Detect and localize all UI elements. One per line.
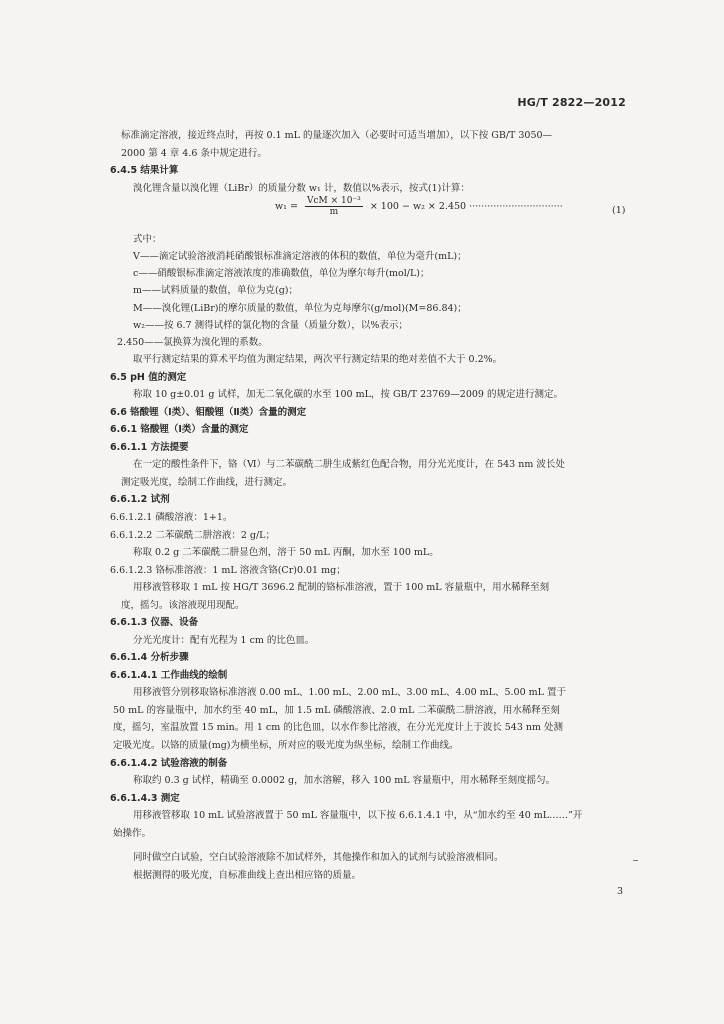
section-heading: 6.6.1.4.1 工作曲线的绘制 bbox=[110, 670, 228, 681]
body-line: 6.6.1.2.2 二苯碳酰二肼溶液：2 g/L； bbox=[110, 530, 275, 541]
formula-rhs: × 100 − w₂ × 2.450 ······························· bbox=[369, 201, 563, 212]
variable-definition: M——溴化锂(LiBr)的摩尔质量的数值，单位为克每摩尔(g/mol)(M=86.84)； bbox=[133, 303, 467, 314]
formula-fraction bbox=[305, 196, 363, 217]
body-line: 2000 第 4 章 4.6 条中规定进行。 bbox=[121, 148, 267, 159]
section-heading: 6.6.1.2 试剂 bbox=[110, 494, 170, 505]
section-heading: 6.6.1.3 仪器、设备 bbox=[110, 617, 199, 628]
section-heading: 6.6.1.1 方法提要 bbox=[110, 442, 189, 453]
formula-1 bbox=[275, 196, 563, 217]
body-line: 6.6.1.2.1 磷酸溶液：1+1。 bbox=[110, 512, 233, 523]
section-heading: 6.6.1 铬酸锂（Ⅰ类）含量的测定 bbox=[110, 424, 249, 435]
body-line: 用移液管移取 10 mL 试验溶液置于 50 mL 容量瓶中，以下按 6.6.1.4.1 中，从“加水约至 40 mL……”开 bbox=[133, 810, 583, 821]
standard-number: HG/T 2822—2012 bbox=[517, 96, 626, 109]
body-line: 用移液管移取 1 mL 按 HG/T 3696.2 配制的铬标准溶液，置于 100 mL 容量瓶中，用水稀释至刻 bbox=[133, 582, 550, 593]
body-line: 测定吸光度，绘制工作曲线，进行测定。 bbox=[121, 477, 293, 488]
body-line: 取平行测定结果的算术平均值为测定结果，两次平行测定结果的绝对差值不大于 0.2%。 bbox=[133, 354, 503, 365]
formula-lhs: w₁ = bbox=[275, 201, 298, 212]
scan-mark bbox=[633, 860, 638, 861]
body-line: 50 mL 的容量瓶中，加水约至 40 mL，加 1.5 mL 磷酸溶液、2.0 mL 二苯碳酰二肼溶液，用水稀释至刻 bbox=[113, 705, 560, 716]
formula-denominator: m bbox=[329, 207, 339, 217]
body-line: 标准滴定溶液，接近终点时，再按 0.1 mL 的量逐次加入（必要时可适当增加），以下按 GB/T 3050— bbox=[121, 130, 553, 141]
section-heading: 6.6.1.4.3 测定 bbox=[110, 793, 180, 804]
page-number: 3 bbox=[617, 886, 624, 897]
section-heading: 6.6.1.4 分析步骤 bbox=[110, 652, 189, 663]
body-line: 分光光度计：配有光程为 1 cm 的比色皿。 bbox=[133, 635, 315, 646]
body-line: 同时做空白试验，空白试验溶液除不加试样外，其他操作和加入的试剂与试验溶液相同。 bbox=[133, 852, 504, 863]
body-line: 根据测得的吸光度，自标准曲线上查出相应铬的质量。 bbox=[133, 870, 362, 881]
body-line: 始操作。 bbox=[113, 828, 152, 839]
section-heading: 6.6 铬酸锂（Ⅰ类）、钼酸锂（Ⅱ类）含量的测定 bbox=[110, 407, 307, 418]
body-line: 定吸光度。以铬的质量(mg)为横坐标，所对应的吸光度为纵坐标，绘制工作曲线。 bbox=[113, 740, 459, 751]
equation-number: (1) bbox=[612, 205, 626, 216]
body-line: 度，摇匀，室温放置 15 min。用 1 cm 的比色皿，以水作参比溶液，在分光光度计上于波长 543 nm 处测 bbox=[113, 722, 564, 733]
section-heading: 6.4.5 结果计算 bbox=[110, 165, 179, 176]
formula-numerator: VcM × 10⁻³ bbox=[306, 196, 361, 206]
body-line: 溴化锂含量以溴化锂（LiBr）的质量分数 w₁ 计，数值以%表示，按式(1)计算： bbox=[133, 183, 470, 194]
body-line: 用移液管分别移取铬标准溶液 0.00 mL、1.00 mL、2.00 mL、3.00 mL、4.00 mL、5.00 mL 置于 bbox=[133, 687, 566, 698]
body-line: 6.6.1.2.3 铬标准溶液：1 mL 溶液含铬(Cr)0.01 mg； bbox=[110, 565, 346, 576]
variable-definition: 2.450——氯换算为溴化锂的系数。 bbox=[117, 337, 268, 348]
body-line: 称取 10 g±0.01 g 试样，加无二氧化碳的水至 100 mL，按 GB/T 23769—2009 的规定进行测定。 bbox=[133, 389, 563, 400]
section-heading: 6.5 pH 值的测定 bbox=[110, 372, 187, 383]
body-line: 度，摇匀。该溶液现用现配。 bbox=[121, 600, 245, 611]
body-line: 式中： bbox=[133, 234, 162, 245]
body-line: 在一定的酸性条件下，铬（Ⅵ）与二苯碳酰二肼生成紫红色配合物，用分光光度计，在 543 nm 波长处 bbox=[133, 459, 565, 470]
section-heading: 6.6.1.4.2 试验溶液的制备 bbox=[110, 758, 228, 769]
variable-definition: m——试料质量的数值，单位为克(g)； bbox=[133, 285, 299, 296]
body-line: 称取 0.2 g 二苯碳酰二肼显色剂，溶于 50 mL 丙酮，加水至 100 mL。 bbox=[133, 547, 439, 558]
variable-definition: c——硝酸银标准滴定溶液浓度的准确数值，单位为摩尔每升(mol/L)； bbox=[133, 268, 430, 279]
variable-definition: w₂——按 6.7 测得试样的氯化物的含量（质量分数），以%表示； bbox=[133, 320, 408, 331]
variable-definition: V——滴定试验溶液消耗硝酸银标准滴定溶液的体积的数值，单位为毫升(mL)； bbox=[133, 251, 467, 262]
body-line: 称取约 0.3 g 试样，精确至 0.0002 g，加水溶解，移入 100 mL 容量瓶中，用水稀释至刻度摇匀。 bbox=[133, 775, 556, 786]
